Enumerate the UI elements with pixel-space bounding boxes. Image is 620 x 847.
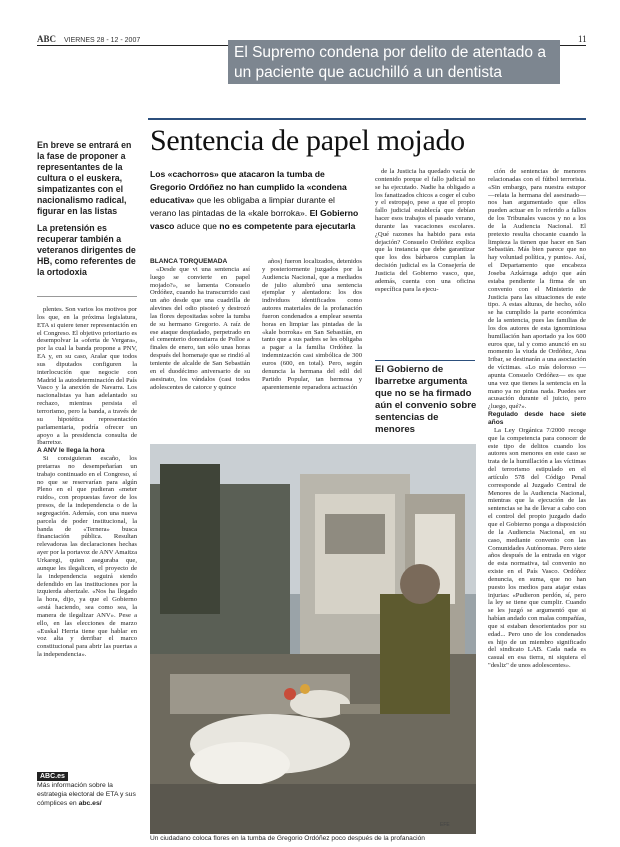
article-column-1	[150, 258, 250, 434]
article-paragraph: años) fueron localizados, detenidos y posteriormente juzgados por la Audiencia Nacional, que a mediados de julio alumbró una sentencia ejemplar y alentadora: los dos individuos identificados como autores materiales de la profanación fueron condenados a emplear sesenta horas en limpiar las pintadas de la «kale borroka» en San Sebastián, en tanto que a sus padres se les obligaba a pagar a la familia Ordóñez la indemnización casi simbólica de 300 euros (600, en total). Pero, según denuncia la hermana del edil del Partido Popular, tan hermosa y aparentemente reparadora actuación	[262, 258, 362, 391]
brand-name: ABC	[37, 34, 57, 44]
issue-date: VIERNES 28 - 12 - 2007	[63, 37, 141, 44]
photo-caption: Un ciudadano coloca flores en la tumba de Gregorio Ordóñez poco después de la profanación	[150, 835, 425, 842]
deck-bold-1: Los «cachorros» que atacaron la tumba de Gregorio Ordóñez no han cumplido la «condena educativa»	[150, 169, 347, 205]
sidebar-body	[37, 306, 137, 782]
column-subheading: Regulado desde hace siete años	[488, 411, 586, 426]
sidebar-paragraph-2: Si consiguieran escaño, los pretarras no desempeñarían un trabajo continuado en el Congreso, sí no que se reservarían para algún Pleno en el que pudieran «meter ruido», con propuestas favor de los presos, de la independencia o de la segregación. Además, con una nueva parcela de poder institucional, la banda de «Ternera» busca financiación pública. Resultan relevadoras las declaraciones hechas ayer por la portavoz de ANV Amaitza Urkaregi, quien aseguraba que, aunque les ilegalicen, el proyecto de la independencia seguirá siendo defendido en las instituciones por la izquierda abertzale. «Nos ha llegado la hora, dijo, ya que el Gobierno «está haciendo, sea como sea, la manera de ilegalizar ANV». Pese a ello, en las elecciones de marzo «Euskal Herria tiene que hablar en voz alta y derribar el marco constitucional para abrir las puertas a la independencia».	[37, 455, 137, 659]
sidebar-subheading: A ANV le llega la hora	[37, 447, 105, 455]
top-banner[interactable]: El Supremo condena por delito de atentado a un paciente que acuchilló a un dentista	[228, 40, 560, 84]
pullquote: El Gobierno de Ibarretxe argumenta que no se ha firmado aún el convenio sobre sentencias de menores	[375, 364, 477, 435]
sidebar-lead-2: La pretensión es recuperar también a veteranos dirigentes de HB, como referentes de la ortodoxia	[37, 223, 136, 277]
byline: BLANCA TORQUEMADA	[150, 258, 228, 265]
article-photo[interactable]	[150, 444, 476, 834]
sidebar-divider	[37, 296, 137, 297]
abc-es-link[interactable]: abc.es/	[78, 800, 102, 807]
pullquote-rule	[375, 360, 475, 361]
abc-es-box[interactable]	[37, 772, 137, 808]
article-column-3	[375, 168, 475, 340]
article-paragraph: «Desde que vi una sentencia así luego se convierte en papel mojado?», se lamenta Consuelo Ordóñez, cuando ha transcurrido casi un año desde que una cuadrilla de alevines del odio pisoteó y destrozó las flores depositadas sobre la tumba de su hermano Gregorio. A raíz de ese ataque despiadado, perpetrado en el cementerio donostiarra de Polloe a finales de enero, tan sólo unas horas después del homenaje que se rindió al teniente de alcalde de San Sebastián en el duodécimo aniversario de su asesinato, los vándalos (casi todos adolescentes de catorce y quince	[150, 265, 250, 391]
cemetery-photo	[150, 444, 476, 834]
headline: Sentencia de papel mojado	[150, 124, 465, 157]
headline-rule	[148, 118, 586, 120]
deck-text-2: aduce que	[174, 221, 220, 231]
article-column-2	[262, 258, 362, 434]
sidebar-lead-1: En breve se entrará en la fase de proponer a representantes de la cultura o el euskera, simpatizantes con el nacionalismo radical, figurar en las listas	[37, 140, 132, 216]
article-paragraph-2: La Ley Orgánica 7/2000 recoge que la competencia para conocer de este tipo de delitos cuando los autores son menores en este caso se trata de la humillación a las víctimas del terrorismo estipulado en el artículo 578 del Código Penal corresponde al Juzgado Central de Menores de la Audiencia Nacional, mientras que la ejecución de las sentencias se ha de llevar a cabo con el control del propio juzgado dado que el Gobierno ponga a disposición de la Audiencia Nacional, en su caso, mediante convenio con las Comunidades Autónomas. Pero siete años después de la entrada en vigor de esta normativa, tal convenio no existe en el País Vasco. Ordóñez denuncia, en suma, que no han puesto los medios para atajar estas injurias: «Pudieron perdón, sí, pero la ley se tiene que cumplir. Cuando se les juzgó se argumentó que si habían andado con malas compañías, que si estaban desorientados por su edad... Pero uno de los condenados es hijo de un miembro significado del sindicato LAB. Cada nada es casual en esa tierra, ni siquiera el "desliz" de unos adolescentes».	[488, 426, 586, 670]
article-paragraph: de la Justicia ha quedado vacía de contenido porque el fallo judicial no se ha ejecutado. Nadie ha obligado a los fanatizados chicos a coger el cubo y el estropajo, pese a que el propio fallo judicial establecía que debían hacer esos trabajos el pasado verano, durante las vacaciones escolares. ¿Qué razones ha habido para esta dejación? Consuelo Ordóñez explica que la instancia que debe garantizar que los dos bárbaros cumplan la decisión judicial es la Consejería de Justicia del Gobierno vasco, que, además, cuenta con una oficina específica para la ejecu-	[375, 168, 475, 293]
photo-credit: EFE	[440, 822, 450, 828]
deck-text-1: que les obligaba a limpiar durante el verano las pintadas de la «kale borroka».	[150, 195, 335, 218]
page-number: 11	[578, 34, 587, 44]
sidebar-lead	[37, 140, 137, 284]
sidebar-paragraph: plentes. Son varios los motivos por los que, en la próxima legislatura, ETA si quiere tener representación en el Congreso. El objetivo prioritario es desempolvar la «oferta de Vergara», por la cual la banda propone a PNV, EA y, en su caso, Aralar que todos sus diputados configuren la interlocución que negocie con Madrid la autodeterminación del País Vasco y la anexión de Navarra. Los nacionalistas ya han adelantado su rechazo, mientras persista el terrorismo, pero la banda, a través de su hipotética representación parlamentaria, podría ofrecer un apoyo a la presidencia consulta de Ibarretxe.	[37, 306, 137, 447]
article-column-4	[488, 168, 586, 828]
deck-bold-3: no es competente para ejecutarla	[219, 221, 356, 231]
article-deck	[150, 168, 362, 233]
deck-bold-2: El Gobierno vasco	[150, 208, 359, 231]
abc-es-text: Más información sobre la estrategia electoral de ETA y sus cómplices en	[37, 782, 136, 807]
article-paragraph: ción de sentencias de menores relacionadas con el fútbol terrorista. «Sin embargo, para nuestra estupor —relata la hermana del asesinado— nos han argumentado que ellos pueden actuar en lo referido a fallos de los Tribunales vascos y no a los de la Audiencia Nacional. El pretexto resulta chocante cuando la limpieza la tienen que hacer en San Sebastián. Más bien parece que no hay voluntad política, y punto». Así, el Departamento que encabeza Joseba Azkárraga adujo que aún estaba pendiente la firma de un convenio con el Ministerio de Justicia para las situaciones de este tipo. A estas alturas, de hecho, sólo se ha cumplido la parte económica de la sentencia, pues las familias de los dos autores de esta ignominiosa humillación han aportado ya los 600 euros que, tal y como anunció en su momento la viuda de Ordóñez, Ana Iribar, se destinarán a una asociación de víctimas. «Lo más doloroso —apunta Consuelo Ordóñez— es que una vez que tienes la sentencia en la mano ya no pintas nada. Puedes ser acusación durante el juicio, pero ¿luego, qué?».	[488, 168, 586, 411]
abc-es-logo[interactable]: ABC.es	[37, 772, 68, 781]
page-header	[37, 34, 140, 44]
